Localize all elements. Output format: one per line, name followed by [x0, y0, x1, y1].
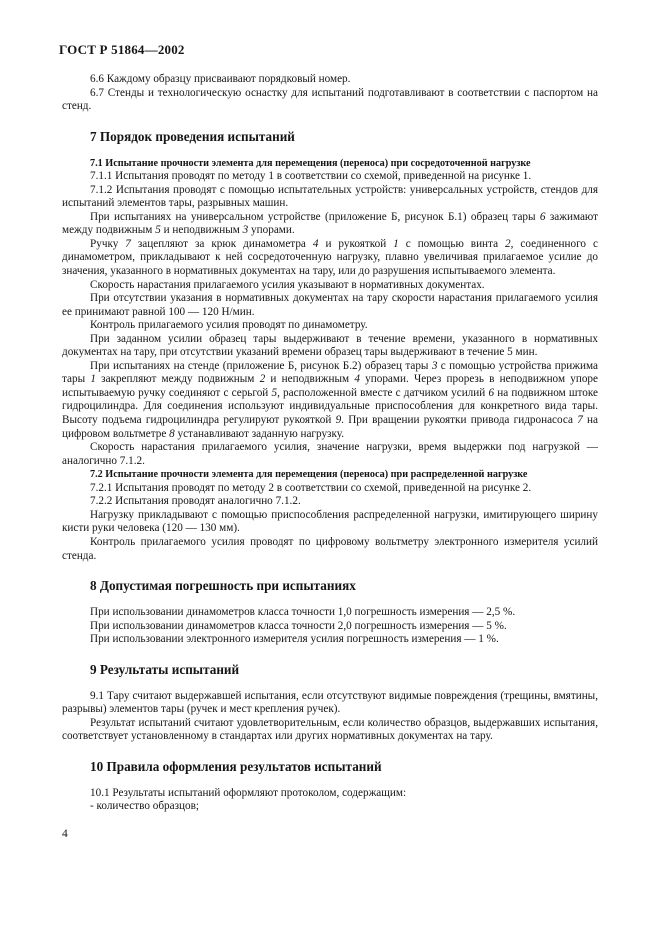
text-run: упорами. Через прорезь в неподвижном упоре испытываемую ручку соединяют с серьгой: [62, 373, 598, 399]
clause-7-2-1: 7.2.1 Испытания проводят по методу 2 в соответствии со схемой, приведенной на рисунке 2.: [90, 481, 532, 494]
ref-number: 9: [335, 414, 342, 427]
clause-7-1-title: 7.1 Испытание прочности элемента для перемещения (переноса) при сосредоточенной нагрузке: [90, 157, 531, 169]
section-9-title: 9 Результаты испытаний: [90, 661, 240, 677]
page-body: [62, 73, 598, 814]
text-run: При испытаниях на универсальном устройстве (приложение Б, рисунок Б.1) образец тары: [90, 210, 540, 223]
text-run: закрепляют между подвижным: [95, 373, 260, 386]
paragraph-universal-device: [62, 211, 598, 238]
section-8-title: 8 Допустимая погрешность при испытаниях: [90, 578, 356, 594]
paragraph-absent: При отсутствии указания в нормативных документах на тару скорости нарастания прилагаемого усилия ее принимают равной 100 — 120 Н/мин.: [62, 292, 598, 318]
clause-7-1-2: 7.1.2 Испытания проводят с помощью испытательных устройств: универсальных устройств, стендов для испытаний элементов тары, разрывных машин.: [62, 183, 598, 210]
text-run: на подвижном штоке гидроцилиндра. Для соединения используют индивидуальные приспособления для конкретного вида тары. Высоту подъема гидроцилиндра регулируют рукояткой: [62, 386, 599, 427]
ref-number: 3: [431, 359, 438, 372]
ref-number: 1: [90, 373, 96, 386]
paragraph-handle: [62, 238, 598, 279]
clause-6-7: 6.7 Стенды и технологическую оснастку для испытаний подготавливают в соответствии с паспортом на стенд.: [62, 86, 598, 113]
text-run: и неподвижным: [265, 373, 355, 386]
clause-6-6: 6.6 Каждому образцу присваивают порядковый номер.: [90, 73, 351, 85]
text-run: устанавливают заданную нагрузку.: [174, 427, 345, 440]
clause-7-1-1: 7.1.1 Испытания проводят по методу 1 в соответствии со схемой, приведенной на рисунке 1.: [90, 170, 532, 183]
section-7-title: 7 Порядок проведения испытаний: [90, 128, 295, 144]
text-run: . При вращении рукоятки привода гидронасоса: [341, 414, 578, 427]
text-run: Ручку: [90, 237, 126, 250]
accuracy-line-3: При использовании электронного измерителя усилия погрешность измерения — 1 %.: [90, 633, 499, 646]
accuracy-line-2: При использовании динамометров класса точности 2,0 погрешность измерения — 5 %.: [90, 619, 507, 632]
ref-number: 5: [155, 224, 161, 237]
ref-number: 4: [312, 237, 319, 250]
page-number: 4: [62, 828, 68, 840]
paragraph-hold: При заданном усилии образец тары выдерживают в течение времени, указанного в нормативных документах на тару, при отсутствии указаний времени образец тары выдерживают в течение 5 мин.: [62, 332, 598, 359]
paragraph-result: Результат испытаний считают удовлетворительным, если количество образцов, выдержавших испытания, соответствует установленному в стандартах или других нормативных документах на тару.: [62, 716, 598, 743]
text-run: При испытаниях на стенде (приложение Б, рисунок Б.2) образец тары: [90, 359, 432, 372]
ref-number: 6: [488, 386, 495, 399]
document-code: ГОСТ Р 51864—2002: [59, 42, 185, 57]
accuracy-line-1: При использовании динамометров класса точности 1,0 погрешность измерения — 2,5 %.: [90, 606, 516, 619]
ref-number: 4: [354, 373, 360, 386]
clause-9-1: 9.1 Тару считают выдержавшей испытания, если отсутствуют видимые повреждения (трещины, вмятины, разрывы) элементов тары (ручек и мест крепления ручек).: [62, 689, 598, 716]
ref-number: 7: [577, 414, 583, 427]
ref-number: 2: [259, 373, 266, 386]
text-run: упорами.: [248, 224, 295, 237]
text-run: , соединенного с динамометром, прикладывают к ней сосредоточенную нагрузку, плавно увеличивая прилагаемое усилие до значения, указанного в нормативных документах на тару, или до разрушения испытываемого элемента.: [62, 237, 598, 278]
paragraph-voltmeter: Контроль прилагаемого усилия проводят по цифровому вольтметру электронного измерителя усилий стенда.: [62, 535, 598, 562]
text-run: зажимают между подвижным: [62, 210, 599, 237]
text-run: на цифровом вольтметре: [62, 414, 598, 440]
text-run: с помощью винта: [398, 237, 506, 250]
ref-number: 3: [242, 224, 249, 237]
ref-number: 5: [271, 386, 278, 399]
clause-7-2-2: 7.2.2 Испытания проводят аналогично 7.1.2.: [90, 495, 301, 508]
paragraph-analog: Скорость нарастания прилагаемого усилия, значение нагрузки, время выдержки под нагрузкой — аналогично 7.1.2.: [62, 441, 598, 467]
ref-number: 6: [539, 210, 546, 223]
list-item: - количество образцов;: [90, 800, 199, 813]
text-run: , расположенной вместе с датчиком усилий: [277, 386, 489, 399]
paragraph-stand: [62, 360, 598, 441]
paragraph-speed: Скорость нарастания прилагаемого усилия указывают в нормативных документах.: [90, 278, 485, 291]
paragraph-load: Нагрузку прикладывают с помощью приспособления распределенной нагрузки, имитирующего ширину кисти руки человека (120 — 130 мм).: [62, 508, 598, 535]
ref-number: 7: [125, 237, 131, 250]
ref-number: 1: [393, 237, 399, 250]
ref-number: 8: [169, 427, 175, 440]
clause-7-2-title: 7.2 Испытание прочности элемента для перемещения (переноса) при распределенной нагрузке: [90, 469, 528, 481]
text-run: зацепляют за крюк динамометра: [130, 237, 313, 250]
section-10-title: 10 Правила оформления результатов испытаний: [90, 758, 382, 774]
text-run: и рукояткой: [318, 237, 394, 250]
clause-10-1: 10.1 Результаты испытаний оформляют протоколом, содержащим:: [90, 786, 407, 799]
ref-number: 2: [505, 237, 511, 250]
paragraph-control: Контроль прилагаемого усилия проводят по динамометру.: [90, 319, 368, 332]
text-run: и неподвижным: [160, 224, 243, 237]
text-run: с помощью устройства прижима тары: [62, 359, 598, 386]
